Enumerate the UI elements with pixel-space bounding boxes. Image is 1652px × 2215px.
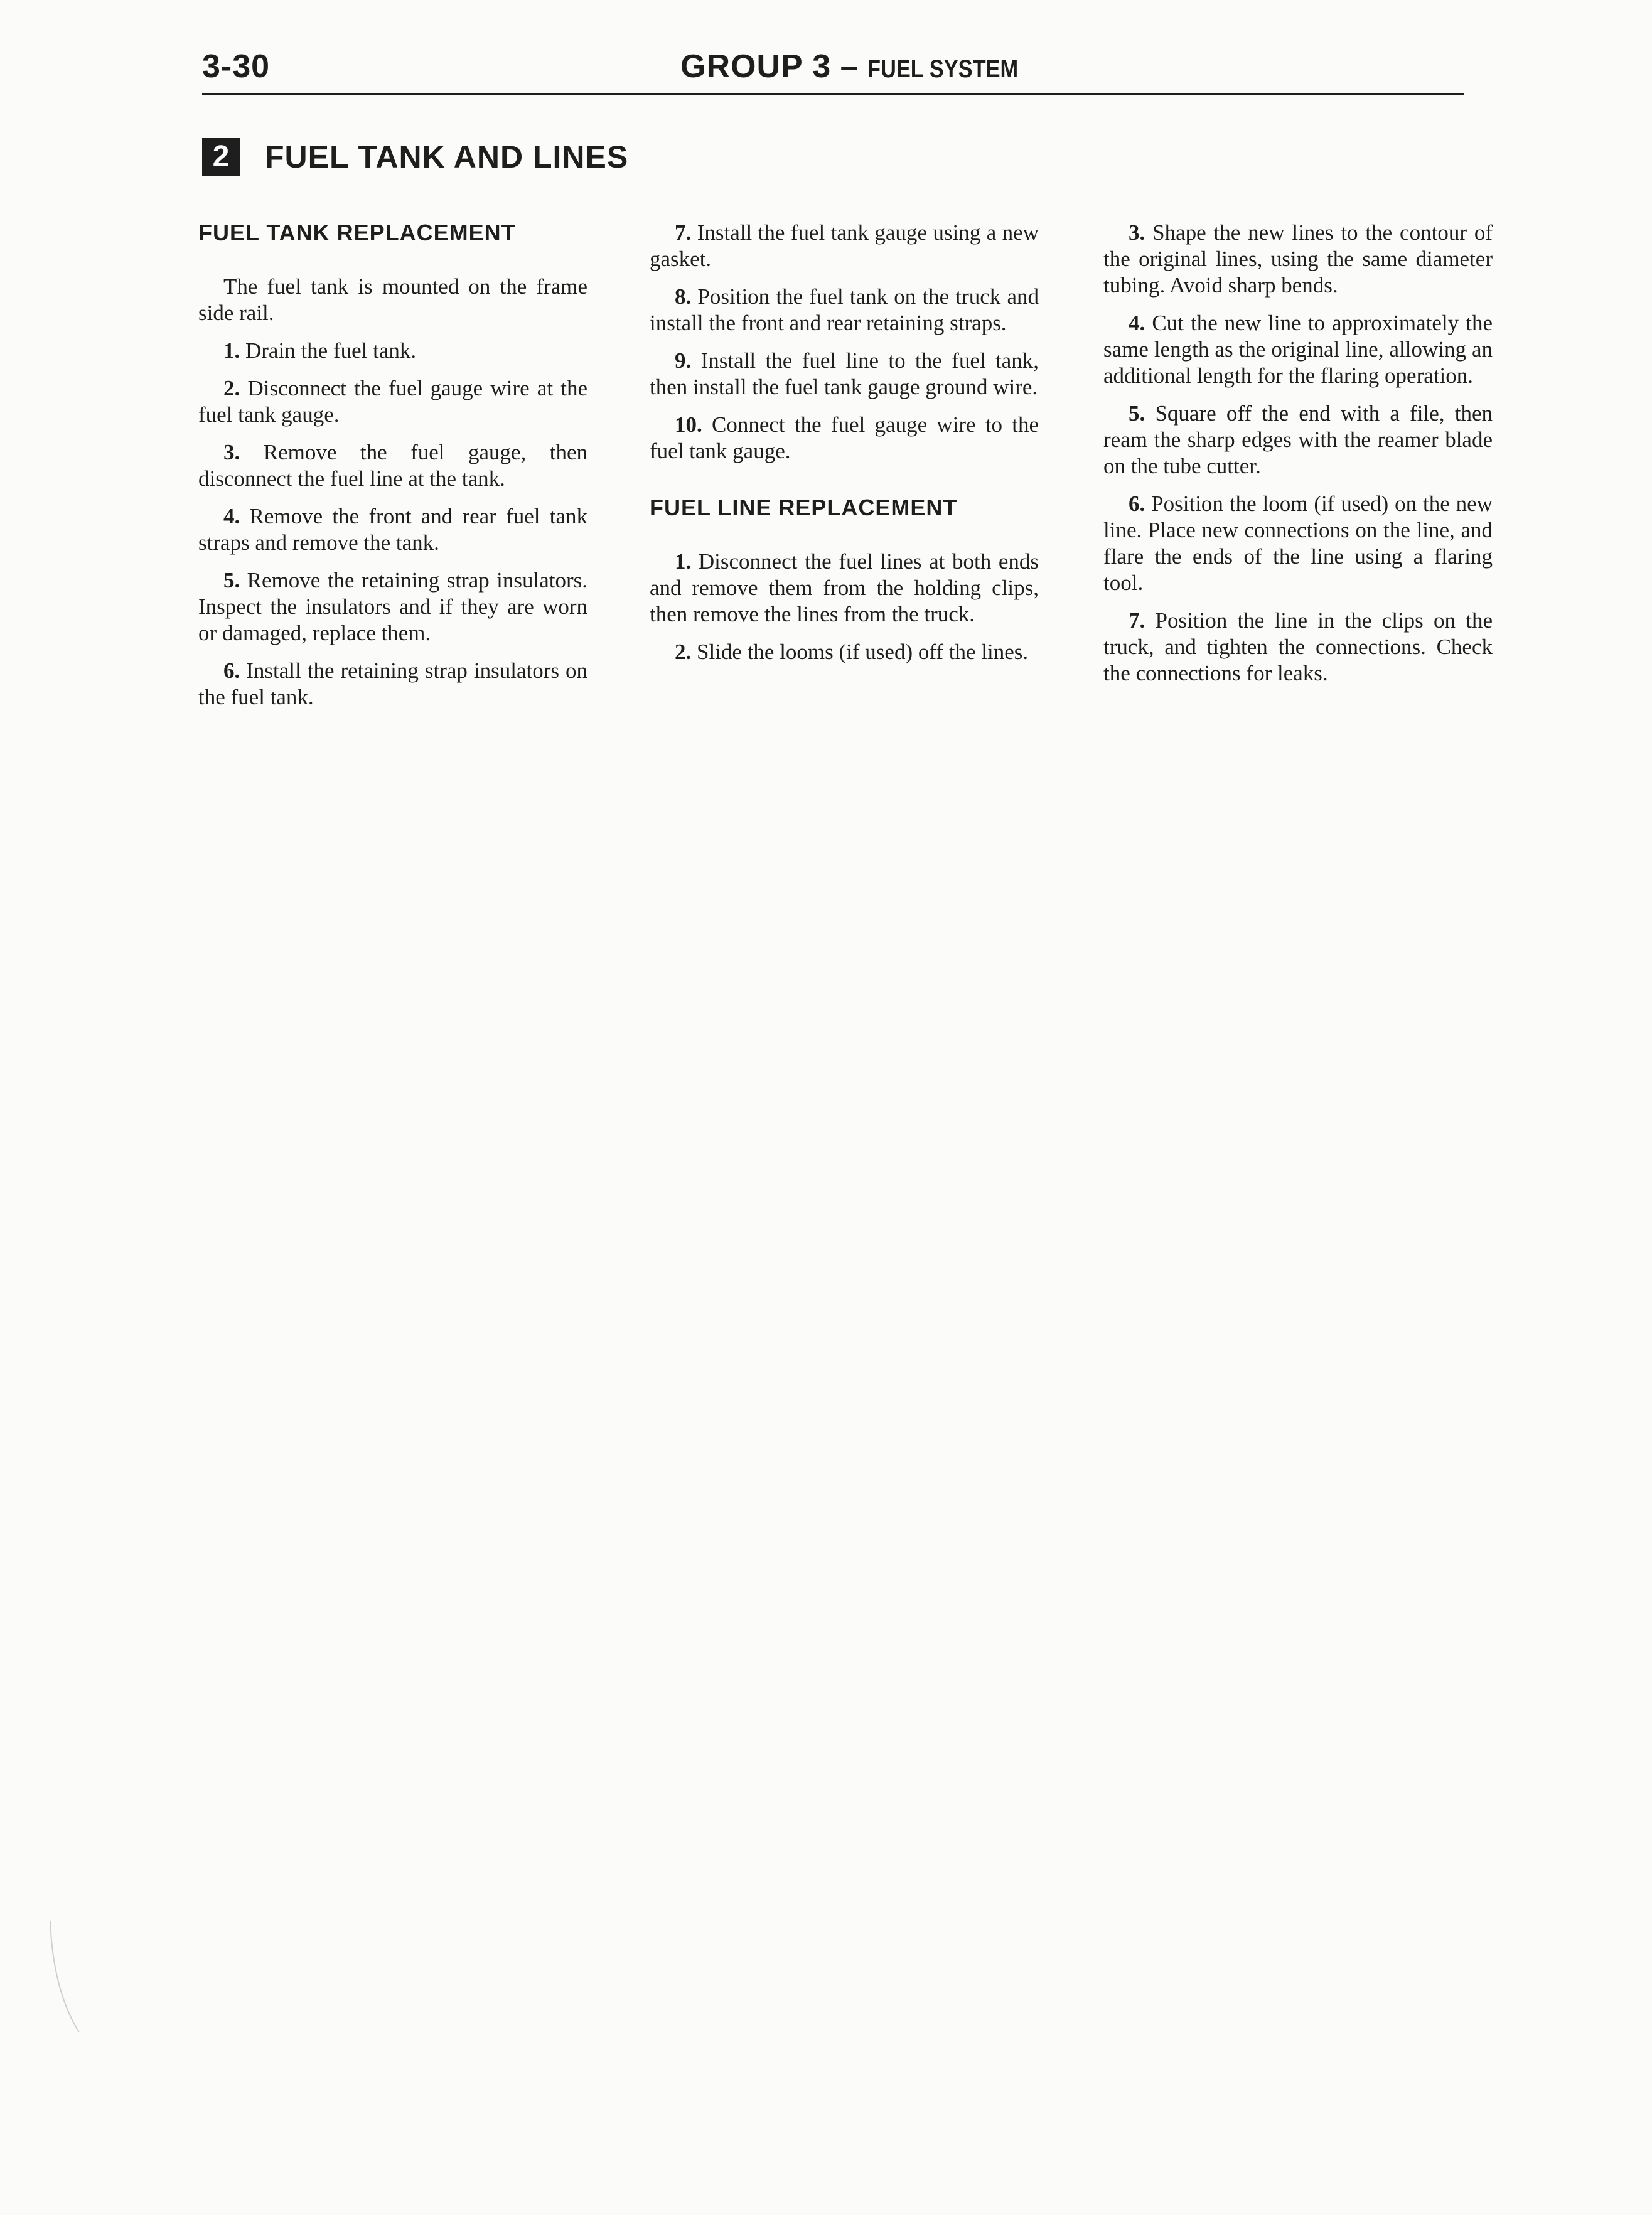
step-text: Remove the front and rear fuel tank straps and remove the tank.	[198, 504, 587, 555]
step-text: Install the fuel tank gauge using a new gasket.	[650, 220, 1039, 271]
step-text: Shape the new lines to the contour of the original lines, using the same diameter tubing. Avoid sharp bends.	[1103, 220, 1493, 298]
section-number-badge: 2	[202, 138, 240, 176]
step-number: 10.	[675, 412, 702, 437]
fuel-tank-intro: The fuel tank is mounted on the frame side rail.	[198, 274, 587, 325]
step-number: 2.	[223, 376, 240, 400]
tank-step-8	[650, 284, 1039, 336]
tank-step-10	[650, 412, 1039, 464]
line-step-2	[650, 639, 1039, 665]
fuel-tank-replacement-heading: FUEL TANK REPLACEMENT	[198, 220, 516, 245]
tank-step-2	[198, 375, 587, 428]
tank-step-9	[650, 348, 1039, 400]
tank-step-4	[198, 503, 587, 556]
step-text: Drain the fuel tank.	[245, 338, 417, 363]
step-number: 1.	[675, 549, 692, 574]
system-label: FUEL SYSTEM	[867, 55, 1019, 83]
step-text: Disconnect the fuel lines at both ends and remove them from the holding clips, then remove the lines from the truck.	[650, 549, 1039, 626]
step-number: 7.	[675, 220, 692, 245]
step-number: 4.	[223, 504, 240, 528]
step-number: 6.	[1129, 491, 1145, 516]
step-number: 3.	[1129, 220, 1145, 245]
step-text: Disconnect the fuel gauge wire at the fuel tank gauge.	[198, 376, 588, 427]
step-text: Cut the new line to approximately the same length as the original line, allowing an additional length for the flaring operation.	[1103, 311, 1493, 388]
step-number: 1.	[223, 338, 240, 363]
line-step-7	[1103, 608, 1493, 687]
header-dash: –	[831, 48, 867, 85]
step-number: 3.	[223, 440, 240, 464]
running-head	[680, 48, 1043, 85]
step-number: 5.	[1129, 401, 1145, 426]
step-text: Position the line in the clips on the truck, and tighten the connections. Check the connections for leaks.	[1103, 608, 1493, 685]
step-text: Install the fuel line to the fuel tank, then install the fuel tank gauge ground wire.	[650, 348, 1039, 399]
step-text: Install the retaining strap insulators on the fuel tank.	[198, 658, 588, 709]
step-text: Position the loom (if used) on the new line. Place new connections on the line, and flare the ends of the line using a flaring tool.	[1103, 491, 1493, 595]
step-number: 4.	[1129, 311, 1145, 335]
page-number: 3-30	[202, 48, 271, 85]
tank-step-5	[198, 567, 587, 646]
step-text: Position the fuel tank on the truck and install the front and rear retaining straps.	[650, 284, 1039, 335]
step-number: 8.	[675, 284, 692, 309]
step-number: 2.	[675, 640, 692, 664]
group-label: GROUP 3	[680, 48, 832, 85]
step-text: Slide the looms (if used) off the lines.	[697, 640, 1029, 664]
step-number: 9.	[675, 348, 692, 373]
section-title	[202, 133, 628, 181]
tank-step-6	[198, 658, 587, 711]
line-step-5	[1103, 400, 1493, 480]
scan-edge-mark	[44, 1921, 82, 2034]
tank-step-3	[198, 439, 587, 492]
text-column-3	[1103, 220, 1493, 698]
step-text: Remove the retaining strap insulators. Inspect the insulators and if they are worn or damaged, replace them.	[198, 568, 588, 645]
line-step-3	[1103, 220, 1493, 299]
line-step-1	[650, 549, 1039, 628]
line-step-4	[1103, 310, 1493, 389]
text-column-1	[198, 220, 587, 722]
spacer	[650, 476, 1039, 495]
step-number: 6.	[223, 658, 240, 683]
text-column-2	[650, 220, 1039, 677]
tank-step-7	[650, 220, 1039, 272]
step-number: 7.	[1129, 608, 1145, 633]
line-step-6	[1103, 491, 1493, 596]
section-heading: FUEL TANK AND LINES	[265, 139, 629, 174]
step-text: Remove the fuel gauge, then disconnect the fuel line at the tank.	[198, 440, 588, 491]
step-text: Connect the fuel gauge wire to the fuel tank gauge.	[650, 412, 1039, 463]
page-header	[202, 48, 1464, 98]
step-text: Square off the end with a file, then ream the sharp edges with the reamer blade on the tube cutter.	[1103, 401, 1493, 478]
tank-step-1	[198, 338, 587, 364]
fuel-line-replacement-heading: FUEL LINE REPLACEMENT	[650, 495, 958, 520]
step-number: 5.	[223, 568, 240, 593]
header-rule	[202, 93, 1464, 95]
